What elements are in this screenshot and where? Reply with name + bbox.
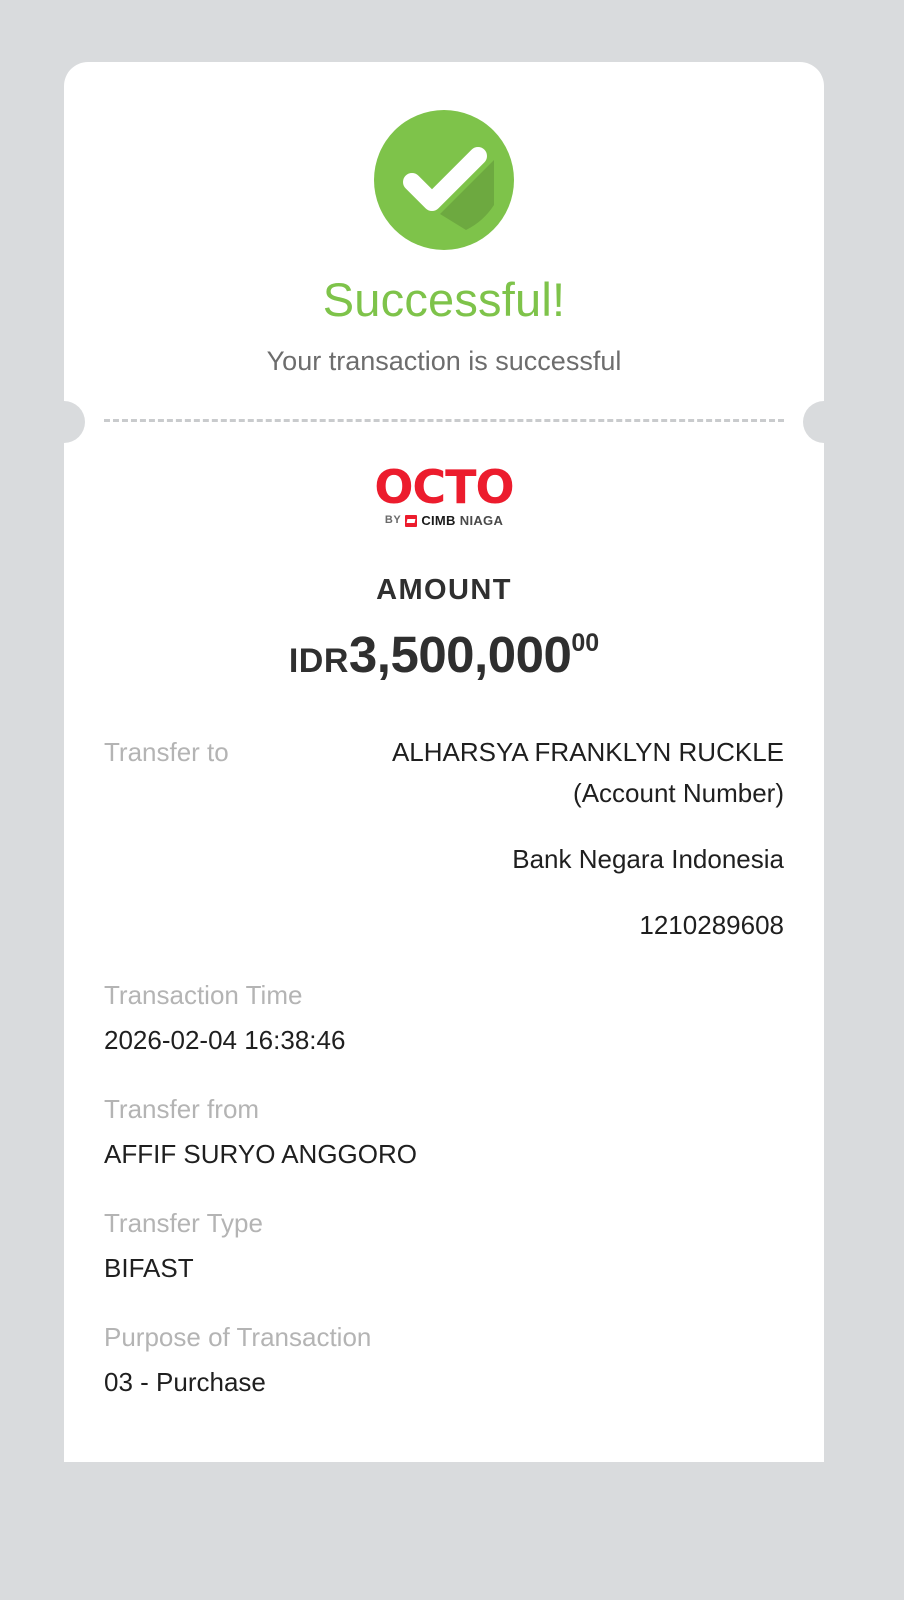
- receipt-details-section: [64, 424, 824, 1461]
- brand-by-label: BY: [384, 514, 402, 527]
- detail-transfer-type: [104, 1204, 784, 1288]
- purpose-label: Purpose of Transaction: [104, 1321, 372, 1352]
- octo-wordmark: OCTO: [374, 460, 514, 515]
- status-subtitle: Your transaction is successful: [266, 346, 622, 376]
- destination-account-number: 1210289608: [639, 910, 784, 941]
- cimb-mark-icon: [405, 515, 417, 527]
- detail-transfer-from: [104, 1090, 784, 1174]
- transaction-receipt-card: [64, 62, 824, 1462]
- transfer-to-value: ALHARSYA FRANKLYN RUCKLE (Account Number): [391, 737, 784, 808]
- brand-bank-name: CIMB: [421, 513, 456, 529]
- transfer-type-value: BIFAST: [104, 1252, 194, 1283]
- transaction-time-value: 2026-02-04 16:38:46: [104, 1024, 346, 1055]
- check-circle-icon: [374, 110, 514, 250]
- destination-bank: Bank Negara Indonesia: [512, 843, 784, 874]
- transfer-from-label: Transfer from: [104, 1093, 260, 1124]
- detail-transaction-time: [104, 976, 784, 1060]
- transfer-from-value: AFFIF SURYO ANGGORO: [104, 1138, 418, 1169]
- detail-transfer-to: [104, 732, 784, 813]
- amount-label: AMOUNT: [376, 574, 512, 607]
- status-section: [64, 62, 824, 419]
- perforation-divider: [104, 419, 784, 424]
- brand-bank-name-2: NIAGA: [459, 513, 504, 529]
- receipt-zigzag-edge: [64, 1461, 824, 1487]
- amount-currency: IDR: [288, 642, 349, 681]
- transfer-to-label: Transfer to: [104, 737, 229, 768]
- amount-value: 3,500,000: [348, 626, 572, 684]
- purpose-value: 03 - Purchase: [104, 1366, 266, 1397]
- amount-cents: 00: [571, 629, 600, 658]
- amount-value-row: [104, 625, 784, 684]
- notch-right: [803, 401, 845, 443]
- detail-purpose: [104, 1318, 784, 1402]
- transfer-type-label: Transfer Type: [104, 1207, 263, 1238]
- transaction-time-label: Transaction Time: [104, 979, 303, 1010]
- brand-logo: [104, 460, 784, 529]
- status-title: Successful!: [322, 273, 566, 326]
